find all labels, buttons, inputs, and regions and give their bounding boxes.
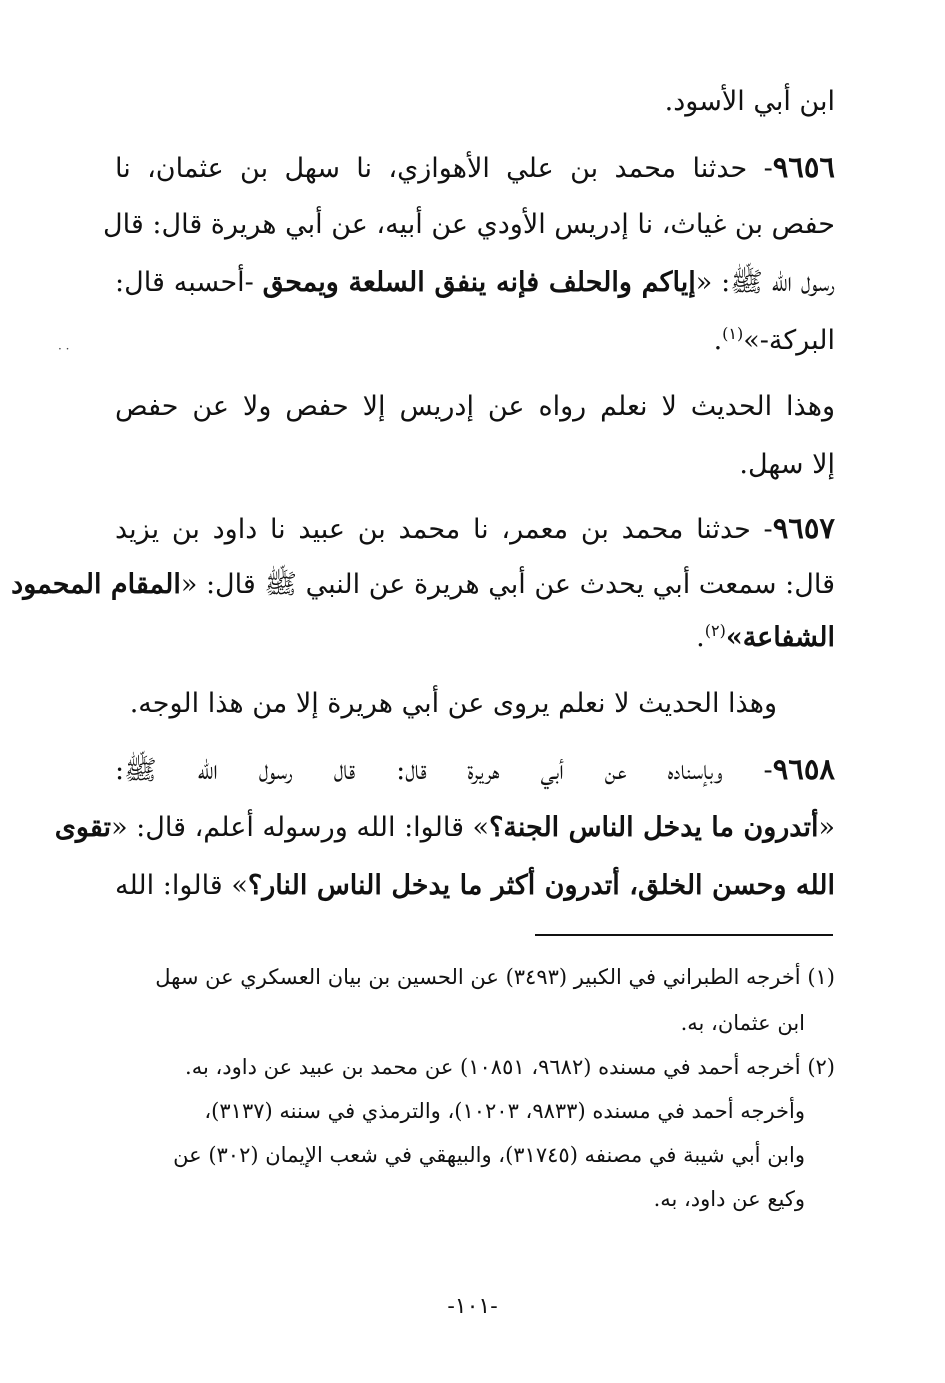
text-segment: (١) أخرجه الطبراني في الكبير (٣٤٩٣) عن الحسين بن بيان العسكري عن سهل xyxy=(155,965,835,989)
hadith-number: ٩٦٥٦ xyxy=(772,150,835,184)
text-segment: - حدثنا محمد بن معمر، نا محمد بن عبيد نا داود بن يزيد xyxy=(115,514,773,545)
footnote-2-line-2 xyxy=(110,1096,805,1126)
hadith-quote: المقام المحمود xyxy=(11,569,181,600)
text-segment: ابن أبي الأسود. xyxy=(664,86,835,117)
text-segment: » قالوا: الله ورسوله أعلم، قال: « xyxy=(111,812,490,843)
footnote-1-line-1 xyxy=(110,962,835,992)
comment-1-line-2 xyxy=(115,445,835,485)
text-segment: إلا سهل. xyxy=(739,449,835,480)
page-number: -١٠١- xyxy=(447,1294,498,1319)
text-segment: « xyxy=(818,812,835,843)
comment-1-line-1 xyxy=(115,387,835,427)
text-segment: » قالوا: الله xyxy=(115,870,248,901)
text-segment: . xyxy=(696,622,705,653)
footnote-2-line-4 xyxy=(80,1184,805,1214)
hadith-number: ٩٦٥٨ xyxy=(772,752,835,786)
footnote-separator xyxy=(535,934,833,936)
text-segment: حفص بن غياث، نا إدريس الأودي عن أبيه، عن أبي هريرة قال: قال xyxy=(103,209,835,240)
hadith-9656-line-2 xyxy=(103,205,835,245)
text-segment: وكيع عن داود، به. xyxy=(653,1187,805,1211)
hadith-9658-line-3 xyxy=(115,866,835,906)
hadith-9656-line-1 xyxy=(115,147,835,189)
text-segment: قال: سمعت أبي يحدث عن أبي هريرة عن النبي ﷺ قال: « xyxy=(180,569,835,600)
footnote-ref: (٢) xyxy=(704,621,726,640)
text-segment: -أحسبه قال: xyxy=(115,267,263,298)
hadith-quote: الله وحسن الخلق، أتدرون أكثر ما يدخل الناس النار؟ xyxy=(247,870,836,901)
text-segment: - حدثنا محمد بن علي الأهوازي، نا سهل بن عثمان، نا xyxy=(115,153,773,184)
hadith-9656-line-3 xyxy=(115,263,835,303)
hadith-9657-line-2 xyxy=(11,565,835,605)
text-line xyxy=(115,82,835,122)
text-segment: البركة-» xyxy=(743,325,835,356)
hadith-quote: الشفاعة» xyxy=(725,622,835,653)
text-segment: . xyxy=(713,325,723,356)
footnote-1-line-2 xyxy=(80,1008,805,1038)
text-segment: وأخرجه أحمد في مسنده (٩٨٣٣، ١٠٢٠٣)، والترمذي في سننه (٣١٣٧)، xyxy=(204,1099,805,1123)
footnote-2-line-3 xyxy=(110,1140,805,1170)
hadith-9656-line-4 xyxy=(115,321,835,361)
text-segment: وابن أبي شيبة في مصنفه (٣١٧٤٥)، والبيهقي في شعب الإيمان (٣٠٢) عن xyxy=(173,1143,805,1167)
footnote-ref: (١) xyxy=(722,324,744,343)
hadith-9658-line-2 xyxy=(54,808,835,848)
text-segment: - وبإسناده عن أبي هريرة قال: قال رسول الله ﷺ: xyxy=(115,755,773,786)
comment-2 xyxy=(115,684,835,724)
text-segment: (٢) أخرجه أحمد في مسنده (٩٦٨٢، ١٠٨٥١) عن محمد بن عبيد عن داود، به. xyxy=(185,1055,835,1079)
hadith-quote: أتدرون ما يدخل الناس الجنة؟ xyxy=(489,812,819,843)
hadith-quote: إياكم والحلف فإنه ينفق السلعة ويمحق xyxy=(262,267,696,298)
hadith-number: ٩٦٥٧ xyxy=(772,511,835,545)
hadith-9657-line-1 xyxy=(115,508,835,550)
scan-speck: · · xyxy=(58,342,70,356)
hadith-9658-line-1 xyxy=(115,749,835,791)
hadith-9657-line-3 xyxy=(115,618,835,658)
hadith-quote: تقوى xyxy=(54,812,112,843)
text-segment: رسول الله ﷺ: « xyxy=(695,267,835,298)
text-segment: وهذا الحديث لا نعلم رواه عن إدريس إلا حفص ولا عن حفص xyxy=(115,391,835,422)
footnote-2-line-1 xyxy=(110,1052,835,1082)
text-segment: وهذا الحديث لا نعلم يروى عن أبي هريرة إلا من هذا الوجه. xyxy=(129,688,777,719)
text-segment: ابن عثمان، به. xyxy=(680,1011,805,1035)
